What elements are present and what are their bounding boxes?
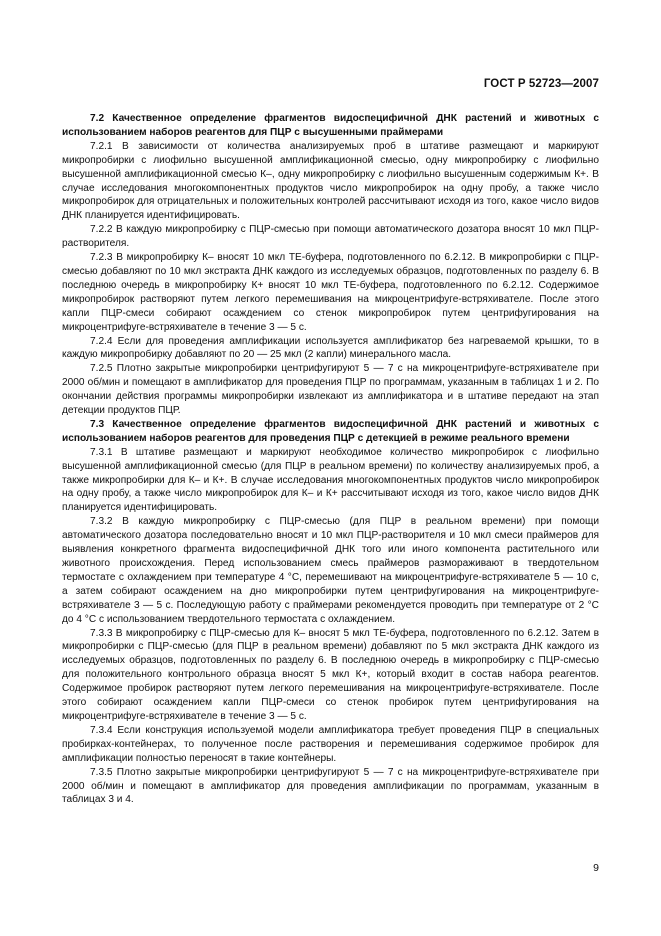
page-number: 9 [593, 862, 599, 874]
paragraph-7-2-5: 7.2.5 Плотно закрытые микропробирки центрифугируют 5 — 7 с на микроцентрифуге-встряхивателе при 2000 об/мин и помещают в амплификатор для проведения ПЦР по программам, указанным в таблицах 1 и 2. По окончании действия программы микропробирки извлекают из амплификатора и в штативе передают на этап детекции продуктов ПЦР. [62, 363, 599, 417]
section-heading-7-2: 7.2 Качественное определение фрагментов видоспецифичной ДНК растений и животных с использованием наборов реагентов для ПЦР с высушенными праймерами [62, 113, 599, 138]
document-standard-id: ГОСТ Р 52723—2007 [483, 78, 599, 90]
section-heading-7-3: 7.3 Качественное определение фрагментов видоспецифичной ДНК растений и животных с использованием наборов реагентов для проведения ПЦР с детекцией в режиме реального времени [62, 418, 599, 444]
paragraph-7-2-2: 7.2.2 В каждую микропробирку с ПЦР-смесью при помощи автоматического дозатора вносят 10 мкл ПЦР-растворителя. [62, 224, 599, 250]
paragraph-7-3-4: 7.3.4 Если конструкция используемой модели амплификатора требует проведения ПЦР в специальных пробирках-контейнерах, то полученное после растворения и перемешивания содержимое пробирок для амплификации полностью переносят в такие контейнеры. [62, 724, 599, 764]
document-body [62, 112, 599, 807]
paragraph-7-2-3: 7.2.3 В микропробирку К– вносят 10 мкл ТЕ-буфера, подготовленного по 6.2.12. В микропробирки с ПЦР-смесью добавляют по 10 мкл экстракта ДНК каждого из исследуемых образцов, подготовленных по разделу 6. В последнюю очередь в микропробирку К+ вносят 10 мкл ТЕ-буфера, подготовленного по 6.2.12. Содержимое микропробирок растворяют путем легкого перемешивания на микроцентрифуге-встряхивателе. После этого капли ПЦР-смеси собирают осаждением со стенок микропробирок путем центрифугирования на микроцентрифуге-встряхивателе в течение 3 — 5 с. [62, 252, 599, 333]
paragraph-7-3-3: 7.3.3 В микропробирку с ПЦР-смесью для К– вносят 5 мкл ТЕ-буфера, подготовленного по 6.2.12. Затем в микропробирки с ПЦР-смесью (для ПЦР в реальном времени) добавляют по 5 мкл экстракта ДНК каждого из исследуемых образцов, подготовленных по разделу 6. В последнюю очередь в микропробирку с ПЦР-смесью для положительного контрольного образца вносят 5 мкл К+, который входит в состав набора реагентов. Содержимое пробирок растворяют путем легкого перемешивания на микроцентрифуге-встряхивателе. После этого собирают осаждением капли ПЦР-смеси со стенок пробирок путем центрифугирования на микроцентрифуге-встряхивателе в течение 3 — 5 с. [62, 627, 599, 722]
paragraph-7-2-4: 7.2.4 Если для проведения амплификации используется амплификатор без нагреваемой крышки, то в каждую микропробирку добавляют по 20 — 25 мкл (2 капли) минерального масла. [62, 335, 599, 361]
paragraph-7-3-5: 7.3.5 Плотно закрытые микропробирки центрифугируют 5 — 7 с на микроцентрифуге-встряхивателе при 2000 об/мин и помещают в амплификатор для проведения амплификации по программам, указанным в таблицах 3 и 4. [62, 766, 599, 806]
paragraph-7-3-1: 7.3.1 В штативе размещают и маркируют необходимое количество микропробирок с лиофильно высушенной амплификационной смесью (для ПЦР в реальном времени) по количеству анализируемых проб, а также микропробирки для К– и К+. В случае исследования многокомпонентных продуктов число микропробирок на одну пробу, а также число микропробирок для К– и К+ рассчитывают исходя из того, какое число видов ДНК планируется идентифицировать. [62, 446, 599, 514]
paragraph-7-2-1: 7.2.1 В зависимости от количества анализируемых проб в штативе размещают и маркируют микропробирки с лиофильно высушенной амплификационной смесью, одну микропробирку с лиофильно высушенной амплификационной смесью К–, одну микропробирку с лиофильно высушенным содержимым К+. В случае исследования многокомпонентных продуктов число микропробирок на одну пробу, а также число микропробирок для отрицательных и положительных контролей рассчитывают исходя из того, какое число видов ДНК планируется идентифицировать. [62, 140, 599, 222]
paragraph-7-3-2: 7.3.2 В каждую микропробирку с ПЦР-смесью (для ПЦР в реальном времени) при помощи автоматического дозатора последовательно вносят и 10 мкл ПЦР-растворителя и 10 мкл смеси праймеров для выявления конкретного фрагмента видоспецифичной ДНК того или иного компонента растительного или животного происхождения. Перед использованием смесь праймеров размораживают в твердотельном термостате с охлаждением при температуре 4 °С, перемешивают на микроцентрифуге-встряхивателе 5 — 10 с, а затем собирают осаждением на дно микропробирки путем центрифугирования на микроцентрифуге-встряхивателе 3 — 5 с. Последующую работу с праймерами рекомендуется проводить при температуре от 2 °С до 4 °С с использованием твердотельного термостата с охлаждением. [62, 516, 599, 625]
